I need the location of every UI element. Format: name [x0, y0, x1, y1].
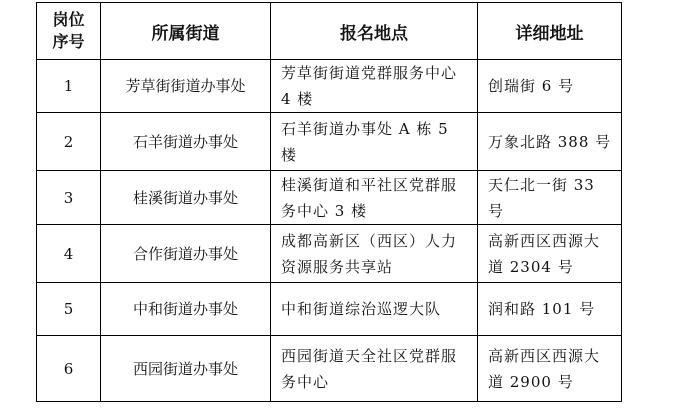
header-row [37, 3, 622, 60]
cell-number: 6 [37, 336, 101, 402]
cell-street: 桂溪街道办事处 [101, 171, 271, 225]
table-row [37, 336, 622, 402]
cell-number: 5 [37, 283, 101, 336]
cell-street: 芳草街街道办事处 [101, 60, 271, 113]
header-position-number [37, 3, 101, 60]
header-registration-site: 报名地点 [271, 3, 478, 60]
cell-street: 中和街道办事处 [101, 283, 271, 336]
cell-street: 合作街道办事处 [101, 225, 271, 283]
cell-site: 成都高新区（西区）人力资源服务共享站 [271, 225, 478, 283]
header-street: 所属街道 [101, 3, 271, 60]
cell-address: 高新西区西源大道 2900 号 [478, 336, 622, 402]
cell-site: 桂溪街道和平社区党群服务中心 3 楼 [271, 171, 478, 225]
header-number-line1: 岗位 [52, 10, 85, 29]
cell-address: 万象北路 388 号 [478, 113, 622, 171]
cell-address: 创瑞街 6 号 [478, 60, 622, 113]
cell-street: 西园街道办事处 [101, 336, 271, 402]
cell-address: 润和路 101 号 [478, 283, 622, 336]
table-container [36, 2, 622, 402]
cell-street: 石羊街道办事处 [101, 113, 271, 171]
registration-table [36, 2, 622, 402]
cell-address: 高新西区西源大道 2304 号 [478, 225, 622, 283]
header-number-line2: 序号 [52, 32, 85, 51]
table-row [37, 113, 622, 171]
cell-number: 1 [37, 60, 101, 113]
header-address: 详细地址 [478, 3, 622, 60]
table-row [37, 60, 622, 113]
cell-site: 西园街道天全社区党群服务中心 [271, 336, 478, 402]
table-row [37, 225, 622, 283]
cell-address: 天仁北一街 33 号 [478, 171, 622, 225]
cell-site: 石羊街道办事处 A 栋 5 楼 [271, 113, 478, 171]
table-row [37, 283, 622, 336]
cell-site: 中和街道综治巡逻大队 [271, 283, 478, 336]
cell-number: 4 [37, 225, 101, 283]
cell-site: 芳草街街道党群服务中心 4 楼 [271, 60, 478, 113]
cell-number: 2 [37, 113, 101, 171]
cell-number: 3 [37, 171, 101, 225]
table-row [37, 171, 622, 225]
